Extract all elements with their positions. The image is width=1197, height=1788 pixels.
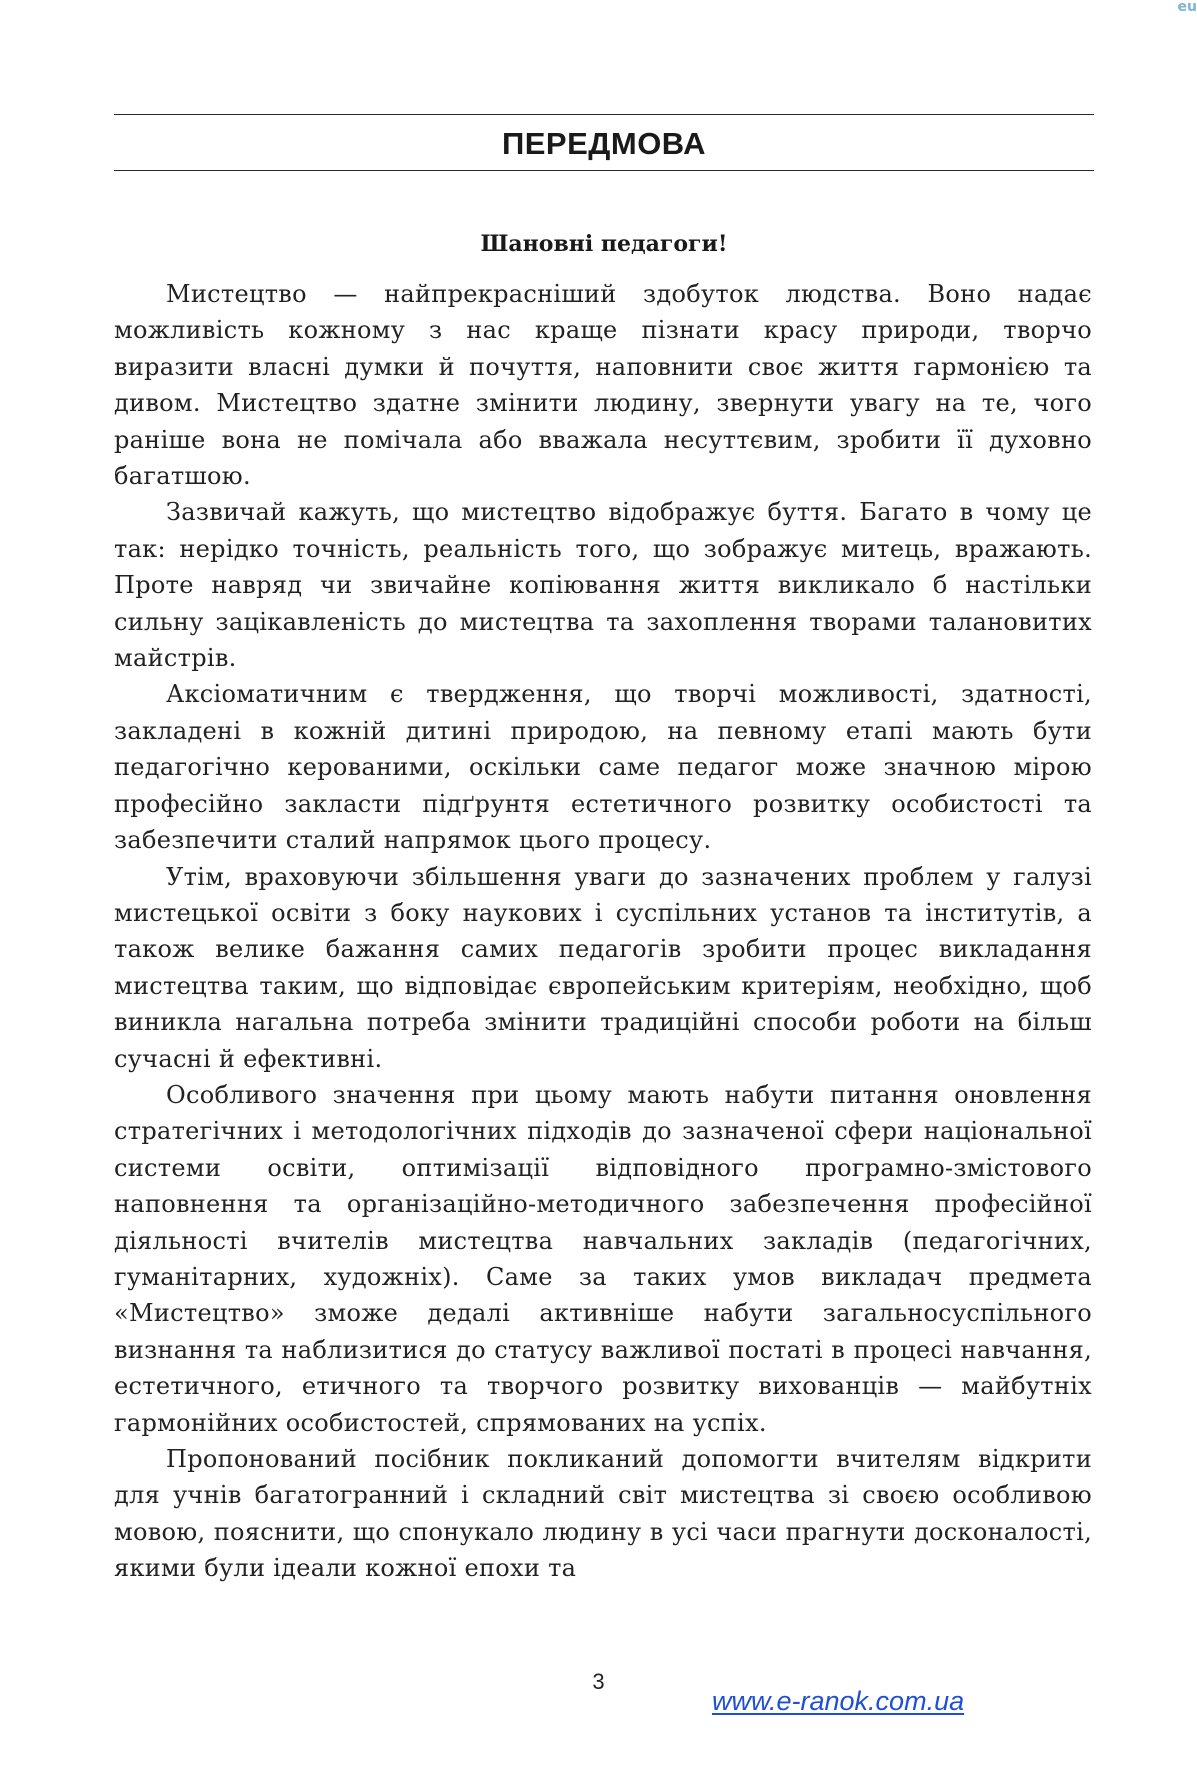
paragraph-5: Особливого значення при цьому мають набути питання оновлення стратегічних і методологічних підходів до зазначеної сфери національної системи освіти, оптимізації відповідного програмно-змістового наповнення та організаційно-методичного забезпечення професійної діяльності вчителів мистецтва навчальних закладів (педагогічних, гуманітарних, художніх). Саме за таких умов викладач предмета «Мистецтво» зможе дедалі активніше набути загальносуспільного визнання та наблизитися до статусу важливої постаті в процесі навчання, естетичного, етичного та творчого розвитку вихованців — майбутніх гармонійних особистостей, спрямованих на успіх. <box>114 1080 1092 1437</box>
paragraph-2: Зазвичай кажуть, що мистецтво відображує буття. Багато в чому це так: нерідко точність, реальність того, що зображує митець, вражають. Проте навряд чи звичайне копіювання життя викликало б настільки сильну зацікавленість до мистецтва та захоплення творами талановитих майстрів. <box>114 498 1092 673</box>
header-bottom-rule <box>114 170 1094 171</box>
greeting-heading: Шановні педагоги! <box>480 231 728 257</box>
paragraph-1: Мистецтво — найпрекрасніший здобуток людства. Воно надає можливість кожному з нас краще пізнати красу природи, творчо виразити власні думки й почуття, наповнити своє життя гармонією та дивом. Мистецтво здатне змінити людину, звернути увагу на те, чого раніше вона не помічала або вважала несуттєвим, зробити її духовно багатшою. <box>114 280 1092 491</box>
paragraph-4: Утім, враховуючи збільшення уваги до зазначених проблем у галузі мистецької освіти з боку наукових і суспільних установ та інститутів, а також велике бажання самих педагогів зробити процес викладання мистецтва таким, що відповідає європейським критеріям, необхідно, щоб виникла нагальна потреба змінити традиційні способи роботи на більш сучасні й ефективні. <box>114 862 1092 1073</box>
header-top-rule <box>114 114 1094 115</box>
page-number: 3 <box>592 1669 605 1694</box>
paragraph-6: Пропонований посібник покликаний допомогти вчителям відкрити для учнів багатогранний і складний світ мистецтва зі своєю особливою мовою, пояснити, що спонукало людину в усі часи прагнути досконалості, якими були ідеали кожної епохи та <box>114 1445 1092 1583</box>
paragraph-3: Аксіоматичним є твердження, що творчі можливості, здатності, закладені в кожній дитині природою, на певному етапі мають бути педагогічно керованими, оскільки саме педагог може значною мірою професійно закласти підґрунтя естетичного розвитку особистості та забезпечити сталий напрямок цього процесу. <box>114 680 1092 855</box>
corner-watermark-logo: eu <box>1177 0 1197 14</box>
body-text <box>114 276 1092 1587</box>
site-link[interactable]: www.e-ranok.com.ua <box>712 1686 965 1716</box>
chapter-title: ПЕРЕДМОВА <box>501 126 707 161</box>
